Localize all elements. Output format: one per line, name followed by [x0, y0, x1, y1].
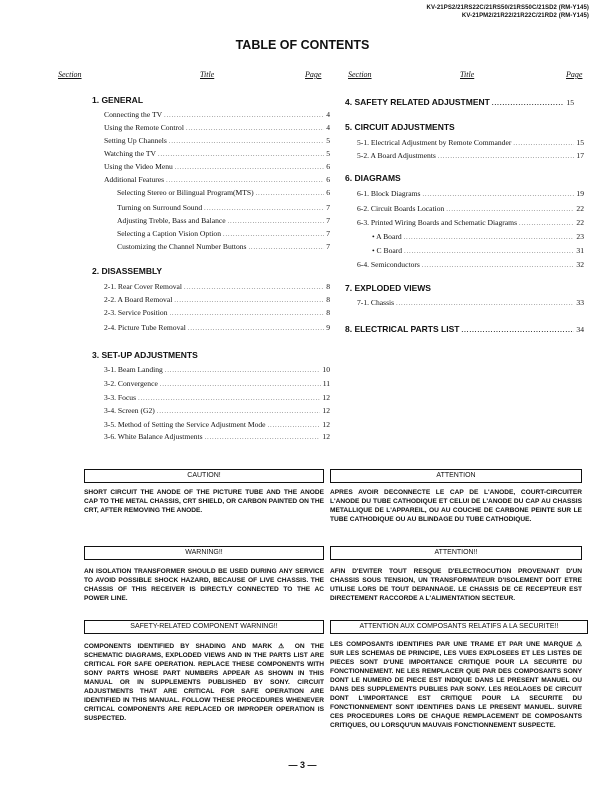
- toc-label: Selecting Stereo or Bilingual Program(MTS): [117, 188, 254, 197]
- safety-warning-title: SAFETY-RELATED COMPONENT WARNING!!: [84, 620, 324, 634]
- toc-page: 9: [326, 323, 330, 332]
- toc-entry[interactable]: [104, 281, 330, 294]
- toc-entry[interactable]: [357, 203, 584, 216]
- toc-entry[interactable]: [104, 148, 330, 161]
- section-6-heading: 6. DIAGRAMS: [345, 173, 401, 183]
- toc-label: Watching the TV: [104, 149, 156, 158]
- safety-warning-text: COMPONENTS IDENTIFIED BY SHADING AND MARK ⚠ ON THE SCHEMATIC DIAGRAMS, EXPLODED VIEWS AND IN THE PARTS LIST ARE CRITICAL FOR SAFE OPERATION. REPLACE THESE COMPONENTS WITH SONY PARTS WHOSE PART NUMBERS APPEAR AS SHOWN IN THIS MANUAL OR IN SUPPLEMENTS PUBLISHED BY SONY. CIRCUIT ADJUSTMENTS THAT ARE CRITICAL FOR SAFE OPERATION ARE IDENTIFIED IN THIS MANUAL. FOLLOW THESE PROCEDURES WHENEVER CRITICAL COMPONENTS ARE REPLACED OR IMPROPER OPERATION IS SUSPECTED.: [84, 643, 324, 722]
- toc-entry[interactable]: [104, 431, 330, 444]
- toc-label: 3-3. Focus: [104, 393, 137, 402]
- toc-label: 7-1. Chassis: [357, 298, 395, 307]
- toc-entry[interactable]: [104, 161, 330, 174]
- section-1-heading: 1. GENERAL: [92, 95, 144, 105]
- toc-label: 2-1. Rear Cover Removal: [104, 282, 183, 291]
- col-section-left: Section: [58, 70, 82, 79]
- toc-page: 12: [322, 432, 330, 441]
- toc-label: 3-5. Method of Setting the Service Adjustment Mode: [104, 420, 266, 429]
- toc-page: 10: [322, 365, 330, 374]
- toc-label: 3-6. White Balance Adjustments: [104, 432, 203, 441]
- toc-page: 17: [576, 151, 584, 160]
- toc-label: Additional Features: [104, 175, 165, 184]
- toc-label: 8. ELECTRICAL PARTS LIST: [345, 324, 460, 334]
- toc-page: 4: [326, 123, 330, 132]
- toc-entry[interactable]: [104, 122, 330, 135]
- toc-page: 8: [326, 295, 330, 304]
- toc-entry[interactable]: [104, 135, 330, 148]
- toc-page: 34: [576, 325, 584, 334]
- col-page-left: Page: [305, 70, 322, 79]
- col-title-right: Title: [460, 70, 475, 79]
- toc-entry[interactable]: [372, 231, 584, 244]
- toc-page: 22: [576, 218, 584, 227]
- toc-entry[interactable]: [104, 174, 330, 187]
- toc-label: Using the Video Menu: [104, 162, 173, 171]
- toc-page: 31: [576, 246, 584, 255]
- col-title-left: Title: [200, 70, 215, 79]
- toc-page: 8: [326, 308, 330, 317]
- toc-page: 22: [576, 204, 584, 213]
- toc-page: 15: [576, 138, 584, 147]
- toc-label: 3-2. Convergence: [104, 379, 158, 388]
- page-number: — 3 —: [288, 760, 317, 770]
- section-2-heading: 2. DISASSEMBLY: [92, 266, 163, 276]
- toc-page: 5: [326, 149, 330, 158]
- toc-page: 7: [326, 203, 330, 212]
- toc-entry[interactable]: [104, 109, 330, 122]
- toc-entry[interactable]: [117, 187, 330, 200]
- section-3-heading: 3. SET-UP ADJUSTMENTS: [92, 350, 198, 360]
- toc-page: 19: [576, 189, 584, 198]
- toc-entry[interactable]: [357, 259, 584, 272]
- toc-label: Turning on Surround Sound: [117, 203, 203, 212]
- toc-label: Adjusting Treble, Bass and Balance: [117, 216, 226, 225]
- toc-label: 3-1. Beam Landing: [104, 365, 163, 374]
- toc-page: 32: [576, 260, 584, 269]
- toc-entry[interactable]: [357, 297, 584, 310]
- section-4-heading[interactable]: [345, 97, 574, 107]
- toc-entry[interactable]: [104, 378, 330, 391]
- page-title: TABLE OF CONTENTS: [235, 38, 370, 52]
- securite-title: ATTENTION AUX COMPOSANTS RELATIFS A LA SECURITE!!: [330, 620, 588, 634]
- section-8-heading[interactable]: [345, 324, 584, 334]
- toc-label: 6-4. Semiconductors: [357, 260, 420, 269]
- section-5-heading: 5. CIRCUIT ADJUSTMENTS: [345, 122, 455, 132]
- toc-page: 11: [322, 379, 330, 388]
- toc-page: 12: [322, 420, 330, 429]
- toc-page: 6: [326, 162, 330, 171]
- toc-label: Customizing the Channel Number Buttons: [117, 242, 247, 251]
- warning-title: WARNING!!: [84, 546, 324, 560]
- toc-page: 33: [576, 298, 584, 307]
- toc-label: Connecting the TV: [104, 110, 163, 119]
- toc-label: 6-1. Block Diagrams: [357, 189, 421, 198]
- section-7-heading: 7. EXPLODED VIEWS: [345, 283, 431, 293]
- toc-page: 6: [326, 175, 330, 184]
- toc-label: 6-3. Printed Wiring Boards and Schematic Diagrams: [357, 218, 518, 227]
- toc-entry[interactable]: [372, 245, 584, 258]
- attention-title: ATTENTION: [330, 469, 582, 483]
- toc-entry[interactable]: [117, 241, 330, 254]
- toc-page: 7: [326, 242, 330, 251]
- toc-entry[interactable]: [357, 188, 584, 201]
- toc-label: 2-2. A Board Removal: [104, 295, 173, 304]
- attention2-text: AFIN D'EVITER TOUT RESQUE D'ELECTROCUTION PROVENANT D'UN CHASSIS SOUS TENSION, UN TRANSFORMATEUR D'ISOLEMENT DOIT ETRE UTILISE LORS DE TOUT DEPANNAGE. LE CHASSIS DE CE RECEPTEUR EST DIRECTEMENT RACCORDE A L'ALIMENTATION SECTEUR.: [330, 568, 582, 602]
- toc-page: 5: [326, 136, 330, 145]
- toc-page: 15: [566, 98, 574, 107]
- col-section-right: Section: [348, 70, 372, 79]
- col-page-right: Page: [566, 70, 583, 79]
- toc-page: 4: [326, 110, 330, 119]
- toc-page: 7: [326, 229, 330, 238]
- attention-text: APRES AVOIR DECONNECTE LE CAP DE L'ANODE, COURT-CIRCUITER L'ANODE DU TUBE CATHODIQUE ET CELUI DE L'ANODE DU CAP AU CHASSIS METALLIQUE DE L'APPAREIL, OU AU COUCHE DE CARBONE PEINTE SUR LE TUBE CATHODIQUE OU AU BLINDAGE DU TUBE CATHODIQUE.: [330, 489, 582, 523]
- warning-text: AN ISOLATION TRANSFORMER SHOULD BE USED DURING ANY SERVICE TO AVOID POSSIBLE SHOCK HAZARD, BECAUSE OF LIVE CHASSIS. THE CHASSIS OF THIS RECEIVER IS DIRECTLY CONNECTED TO THE AC POWER LINE.: [84, 568, 324, 602]
- toc-label: Using the Remote Control: [104, 123, 184, 132]
- toc-label: 6-2. Circuit Boards Location: [357, 204, 445, 213]
- toc-entry[interactable]: [117, 202, 330, 215]
- toc-page: 7: [326, 216, 330, 225]
- toc-entry[interactable]: [104, 294, 330, 307]
- model-line-1: KV-21PS2/21RS22C/21RS50/21RS50C/21SD2 (RM-Y145): [426, 5, 589, 11]
- toc-page: 12: [322, 393, 330, 402]
- toc-entry[interactable]: [117, 215, 330, 228]
- attention2-title: ATTENTION!!: [330, 546, 582, 560]
- toc-label: 2-4. Picture Tube Removal: [104, 323, 186, 332]
- toc-label: • A Board: [372, 232, 402, 241]
- toc-label: • C Board: [372, 246, 403, 255]
- toc-entry[interactable]: [104, 307, 330, 320]
- toc-entry[interactable]: [357, 150, 584, 163]
- toc-page: 8: [326, 282, 330, 291]
- toc-label: 5-1. Electrical Adjustment by Remote Commander: [357, 138, 512, 147]
- toc-page: 12: [322, 406, 330, 415]
- securite-text: LES COMPOSANTS IDENTIFIES PAR UNE TRAME ET PAR UNE MARQUE ⚠ SUR LES SCHEMAS DE PRINCIPE, LES VUES EXPLOSEES ET LES LISTES DE PIECES SONT D'UNE IMPORTANCE CRITIQUE POUR LA SECURITE DU FONCTIONNEMENT. NE LES REMPLACER QUE PAR DES COMPOSANTS SONY DONT LE NUMERO DE PIECE EST INDIQUE DANS LE PRESENT MANUEL OU DANS DES SUPPLEMENTS PUBLIES PAR SONY. LES REGLAGES DE CIRCUIT DONT L'IMPORTANCE EST CRITIQUE POUR LA SECURITE DU FONCTIONNEMENT SONT IDENTIFIES DANS LE PRESENT MANUEL. SUIVRE CES PROCEDURES LORS DE CHAQUE REMPLACEMENT DE COMPOSANTS CRITIQUES, OU LORSQU'UN MAUVAIS FONCTIONNEMENT SUSPECTE.: [330, 641, 582, 729]
- toc-entry[interactable]: [104, 392, 330, 405]
- toc-entry[interactable]: [104, 405, 330, 418]
- toc-entry[interactable]: [104, 322, 330, 335]
- toc-label: 3-4. Screen (G2): [104, 406, 155, 415]
- caution-title: CAUTION!: [84, 469, 324, 483]
- toc-entry[interactable]: [357, 137, 584, 150]
- toc-page: 23: [576, 232, 584, 241]
- toc-entry[interactable]: [117, 228, 330, 241]
- toc-page: 6: [326, 188, 330, 197]
- toc-label: 4. SAFETY RELATED ADJUSTMENT: [345, 97, 490, 107]
- toc-label: 5-2. A Board Adjustments: [357, 151, 436, 160]
- toc-label: Selecting a Caption Vision Option: [117, 229, 222, 238]
- toc-label: 2-3. Service Position: [104, 308, 168, 317]
- caution-text: SHORT CIRCUIT THE ANODE OF THE PICTURE TUBE AND THE ANODE CAP TO THE METAL CHASSIS, CRT SHIELD, OR CARBON PAINTED ON THE CRT, AFTER REMOVING THE ANODE.: [84, 489, 324, 514]
- toc-label: Setting Up Channels: [104, 136, 167, 145]
- model-line-2: KV-21PM2/21R22/21R22C/21RD2 (RM-Y145): [461, 13, 589, 19]
- toc-entry[interactable]: [104, 364, 330, 377]
- toc-entry[interactable]: [357, 217, 584, 230]
